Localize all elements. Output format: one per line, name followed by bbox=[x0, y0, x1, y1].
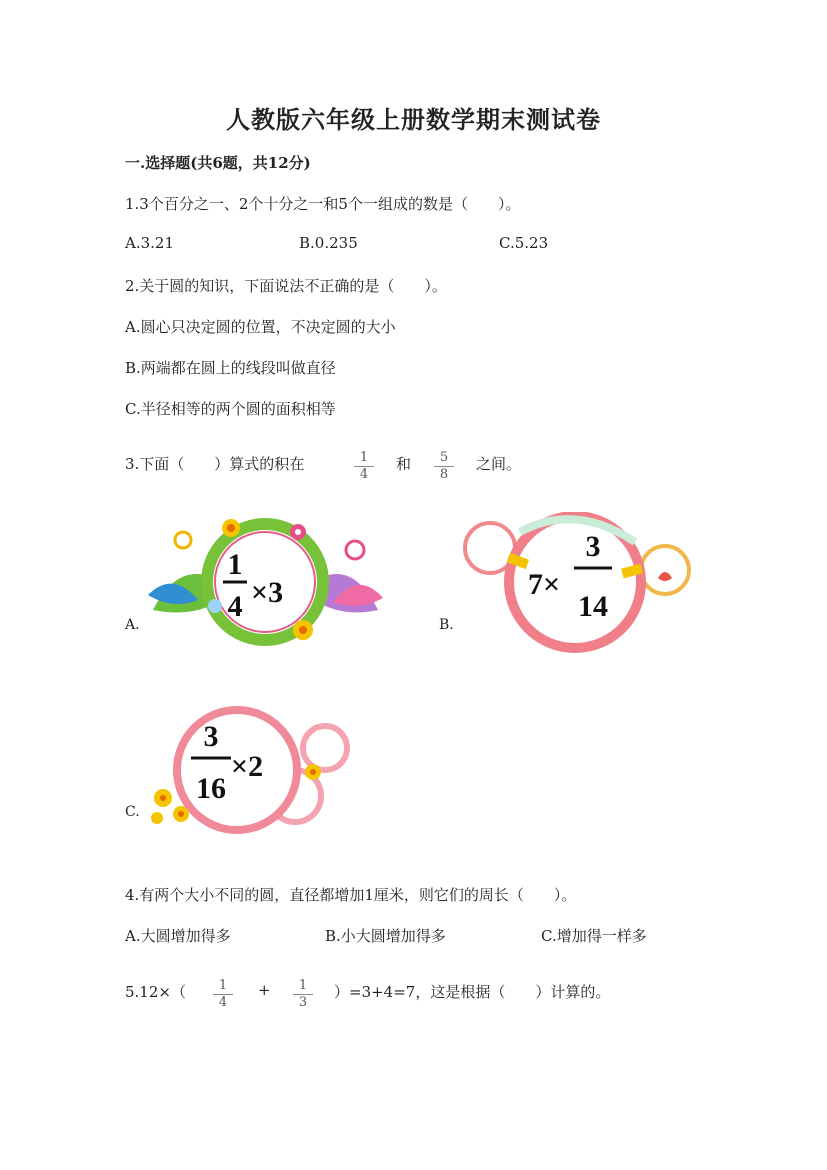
option-b-denominator: 14 bbox=[578, 590, 608, 623]
option-b-ring-image[interactable] bbox=[460, 512, 692, 654]
question-3-label-a[interactable]: A. bbox=[125, 617, 140, 633]
option-b-numerator: 3 bbox=[585, 530, 601, 563]
option-a-multiplier: ×3 bbox=[251, 576, 284, 609]
question-5-fraction-2: $\frac{1}{3}$ bbox=[293, 978, 313, 1011]
option-b-multiplier: 7× bbox=[528, 568, 561, 601]
question-3-label-b[interactable]: B. bbox=[439, 617, 454, 633]
option-c-ring-image[interactable] bbox=[145, 706, 350, 841]
question-5-plus: + bbox=[258, 981, 271, 999]
question-4-option-c[interactable]: C.增加得一样多 bbox=[541, 927, 647, 945]
page-title: 人教版六年级上册数学期末测试卷 bbox=[226, 105, 601, 134]
option-c-multiplier: ×2 bbox=[231, 750, 264, 783]
question-3-and: 和 bbox=[396, 455, 412, 473]
section-heading: 一.选择题(共6题，共12分) bbox=[125, 154, 311, 172]
question-1-option-a[interactable]: A.3.21 bbox=[125, 234, 174, 252]
question-1-option-b[interactable]: B.0.235 bbox=[299, 234, 358, 252]
question-3-label-c[interactable]: C. bbox=[125, 804, 140, 820]
question-4-option-b[interactable]: B.小大圆增加得多 bbox=[325, 927, 446, 945]
option-a-denominator: 4 bbox=[227, 590, 243, 623]
question-3-fraction-2: $\frac{5}{8}$ bbox=[434, 450, 454, 483]
option-c-numerator: 3 bbox=[203, 720, 219, 753]
question-5-stem-end: ）=3+4=7，这是根据（ ）计算的。 bbox=[334, 983, 611, 1001]
question-3-stem: 3.下面（ ）算式的积在 bbox=[125, 455, 305, 473]
question-2-option-b[interactable]: B.两端都在圆上的线段叫做直径 bbox=[125, 359, 336, 377]
question-3-stem-end: 之间。 bbox=[476, 455, 522, 473]
question-5-stem: 5.12×（ bbox=[125, 983, 186, 1001]
question-3-fraction-1: $\frac{1}{4}$ bbox=[354, 450, 374, 483]
question-4-option-a[interactable]: A.大圆增加得多 bbox=[125, 927, 231, 945]
question-4-stem: 4.有两个大小不同的圆，直径都增加1厘米，则它们的周长（ ）。 bbox=[125, 886, 577, 904]
question-2-stem: 2.关于圆的知识，下面说法不正确的是（ ）。 bbox=[125, 277, 447, 295]
question-2-option-a[interactable]: A.圆心只决定圆的位置，不决定圆的大小 bbox=[125, 318, 396, 336]
question-2-option-c[interactable]: C.半径相等的两个圆的面积相等 bbox=[125, 400, 336, 418]
option-c-denominator: 16 bbox=[196, 772, 226, 805]
question-5-fraction-1: $\frac{1}{4}$ bbox=[213, 978, 233, 1011]
question-1-stem: 1.3个百分之一、2个十分之一和5个一组成的数是（ ）。 bbox=[125, 195, 521, 213]
question-1-option-c[interactable]: C.5.23 bbox=[499, 234, 549, 252]
option-a-flower-ring-image[interactable] bbox=[143, 510, 388, 655]
option-a-numerator: 1 bbox=[227, 548, 243, 581]
